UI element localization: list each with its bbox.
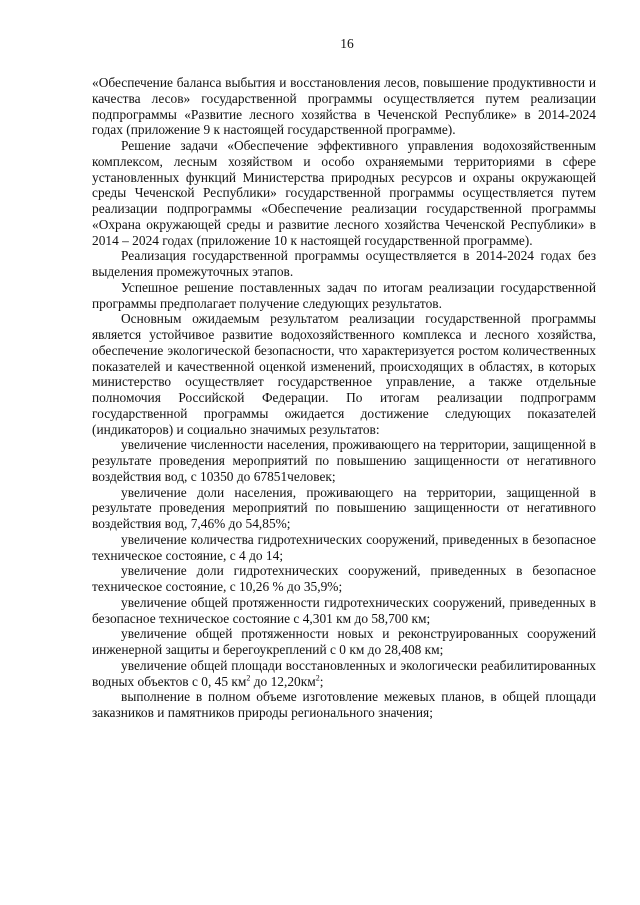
list-item-population-protected: увеличение численности населения, проживающего на территории, защищенной в результате проведения мероприятий по повышению защищенности от негативного воздействия вод, с 10350 до 67851человек; — [92, 437, 596, 484]
paragraph-expected-results-intro: Успешное решение поставленных задач по итогам реализации государственной программы предполагает получение следующих результатов. — [92, 279, 596, 311]
list-item-hydraulic-structures-length: увеличение общей протяженности гидротехнических сооружений, приведенных в безопасное техническое состояние с 4,301 км до 58,700 км; — [92, 594, 596, 626]
paragraph-implementation-period: Реализация государственной программы осуществляется в 2014-2024 годах без выделения промежуточных этапов. — [92, 248, 596, 279]
paragraph-main-result: Основным ожидаемым результатом реализации государственной программы является устойчивое развитие водохозяйственного комплекса и лесного хозяйства, обеспечение экологической безопасности, что характеризуется ростом количественных показателей и качественной оценкой изменений, происходящих в областях, в которых министерство осуществляет государственное управление, а также отдельные полномочия Российской Федерации. По итогам реализации подпрограмм государственной программы ожидается достижение следующих показателей (индикаторов) и социально значимых результатов: — [92, 311, 596, 437]
list-item-water-bodies-text-before: увеличение общей площади восстановленных и экологически реабилитированных водных объектов с 0, 45 км — [92, 657, 596, 689]
list-item-hydraulic-structures-count: увеличение количества гидротехнических сооружений, приведенных в безопасное техническое состояние, с 4 до 14; — [92, 531, 596, 563]
paragraph-continuation: «Обеспечение баланса выбытия и восстановления лесов, повышение продуктивности и качества лесов» государственной программы осуществляется путем реализации подпрограммы «Развитие лесного хозяйства в Чеченской Республике» в 2014-2024 годах (приложение 9 к настоящей государственной программе). — [92, 75, 596, 138]
page-number: 16 — [340, 36, 354, 51]
list-item-engineering-protection-length: увеличение общей протяженности новых и реконструированных сооружений инженерной защиты и берегоукреплений с 0 км до 28,408 км; — [92, 626, 596, 657]
list-item-boundary-plans: выполнение в полном объеме изготовление межевых планов, в общей площади заказников и памятников природы регионального значения; — [92, 689, 596, 720]
list-item-hydraulic-structures-share: увеличение доли гидротехнических сооружений, приведенных в безопасное техническое состояние, с 10,26 % до 35,9%; — [92, 563, 596, 594]
list-item-population-share: увеличение доли населения, проживающего на территории, защищенной в результате проведения мероприятий по повышению защищенности от негативного воздействия вод, 7,46% до 54,85%; — [92, 484, 596, 531]
list-item-water-bodies-text-middle: до 12,20км — [250, 673, 316, 689]
paragraph-task-management: Решение задачи «Обеспечение эффективного управления водохозяйственным комплексом, лесным хозяйством и особо охраняемыми территориями в сфере установленных функций Министерства природных ресурсов и охраны окружающей среды Чеченской Республики» государственной программы осуществляется путем реализации подпрограммы «Обеспечение реализации государственной программы «Охрана окружающей среды и развитие лесного хозяйства Чеченской Республики» в 2014 – 2024 годах (приложение 10 к настоящей государственной программе). — [92, 138, 596, 248]
superscript-square-2: 2 — [315, 673, 320, 683]
superscript-square-1: 2 — [246, 673, 251, 683]
list-item-water-bodies-area — [92, 658, 596, 690]
list-item-water-bodies-text-after: ; — [319, 673, 324, 689]
document-body — [92, 75, 596, 721]
